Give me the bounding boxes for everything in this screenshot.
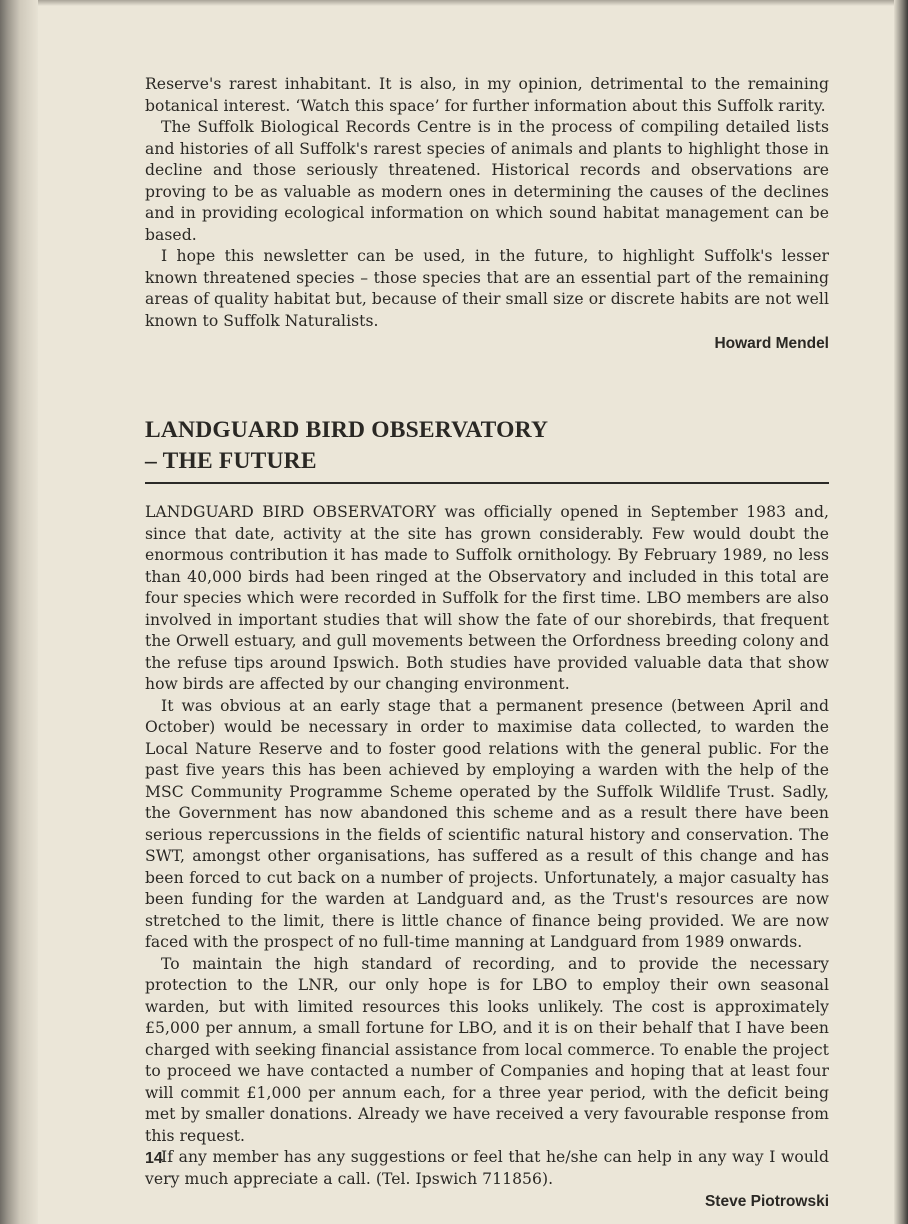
intro-author: Howard Mendel bbox=[714, 335, 829, 352]
article-title-line-2: – THE FUTURE bbox=[145, 448, 317, 474]
article-paragraph-1: LANDGUARD BIRD OBSERVATORY was officially opened in September 1983 and, since that date, activity at the site has grown considerably. Few would doubt the enormous contribution it has made to Suffolk ornithology. By February 1989, no less than 40,000 birds had been ringed at the Observatory and included in this total are four species which were recorded in Suffolk for the first time. LBO members are also involved in important studies that will show the fate of our shorebirds, that frequent the Orwell estuary, and gull movements between the Orfordness breeding colony and the refuse tips around Ipswich. Both studies have provided valuable data that show how birds are affected by our changing environment. bbox=[145, 503, 829, 693]
article-paragraph-2: It was obvious at an early stage that a permanent presence (between April and October) would be necessary in order to maximise data collected, to warden the Local Nature Reserve and to foster good relations with the general public. For the past five years this has been achieved by employing a warden with the help of the MSC Community Programme Scheme operated by the Suffolk Wildlife Trust. Sadly, the Government has now abandoned this scheme and as a result there have been serious repercussions in the fields of scientific natural history and conservation. The SWT, amongst other organisations, has suffered as a result of this change and has been forced to cut back on a number of projects. Unfortunately, a major casualty has been funding for the warden at Landguard and, as the Trust's resources are now stretched to the limit, there is little chance of finance being provided. We are now faced with the prospect of no full-time manning at Landguard from 1989 onwards. bbox=[145, 696, 829, 951]
article-author: Steve Piotrowski bbox=[704, 1193, 829, 1210]
title-rule bbox=[145, 482, 829, 484]
binding-shadow bbox=[0, 0, 38, 1224]
page-right-edge bbox=[894, 0, 908, 1224]
article-section bbox=[145, 415, 829, 1211]
page-number: 14 bbox=[145, 1150, 163, 1167]
page-top-edge bbox=[0, 0, 908, 6]
article-title bbox=[145, 415, 829, 477]
intro-paragraph-2: The Suffolk Biological Records Centre is in the process of compiling detailed lists and histories of all Suffolk's rarest species of animals and plants to highlight those in decline and those seriously threatened. Historical records and observations are proving to be as valuable as modern ones in determining the causes of the declines and in providing ecological information on which sound habitat management can be based. bbox=[145, 118, 829, 244]
article-paragraph-4: If any member has any suggestions or feel that he/she can help in any way I would very much appreciate a call. (Tel. Ipswich 711856). bbox=[145, 1148, 829, 1188]
page-content bbox=[145, 74, 829, 1211]
article-paragraph-3: To maintain the high standard of recording, and to provide the necessary protection to the LNR, our only hope is for LBO to employ their own seasonal warden, but with limited resources this looks unlikely. The cost is approximately £5,000 per annum, a small fortune for LBO, and it is on their behalf that I have been charged with seeking financial assistance from local commerce. To enable the project to proceed we have contacted a number of Companies and hoping that at least four will commit £1,000 per annum each, for a three year period, with the deficit being met by smaller donations. Already we have received a very favourable response from this request. bbox=[145, 954, 829, 1145]
intro-section bbox=[145, 74, 829, 353]
intro-paragraph-1: Reserve's rarest inhabitant. It is also, in my opinion, detrimental to the remaining botanical interest. ‘Watch this space’ for further information about this Suffolk rarity. bbox=[145, 75, 829, 115]
article-title-line-1: LANDGUARD BIRD OBSERVATORY bbox=[145, 417, 549, 443]
intro-paragraph-3: I hope this newsletter can be used, in the future, to highlight Suffolk's lesser known threatened species – those species that are an essential part of the remaining areas of quality habitat but, because of their small size or discrete habits are not well known to Suffolk Naturalists. bbox=[145, 247, 829, 330]
